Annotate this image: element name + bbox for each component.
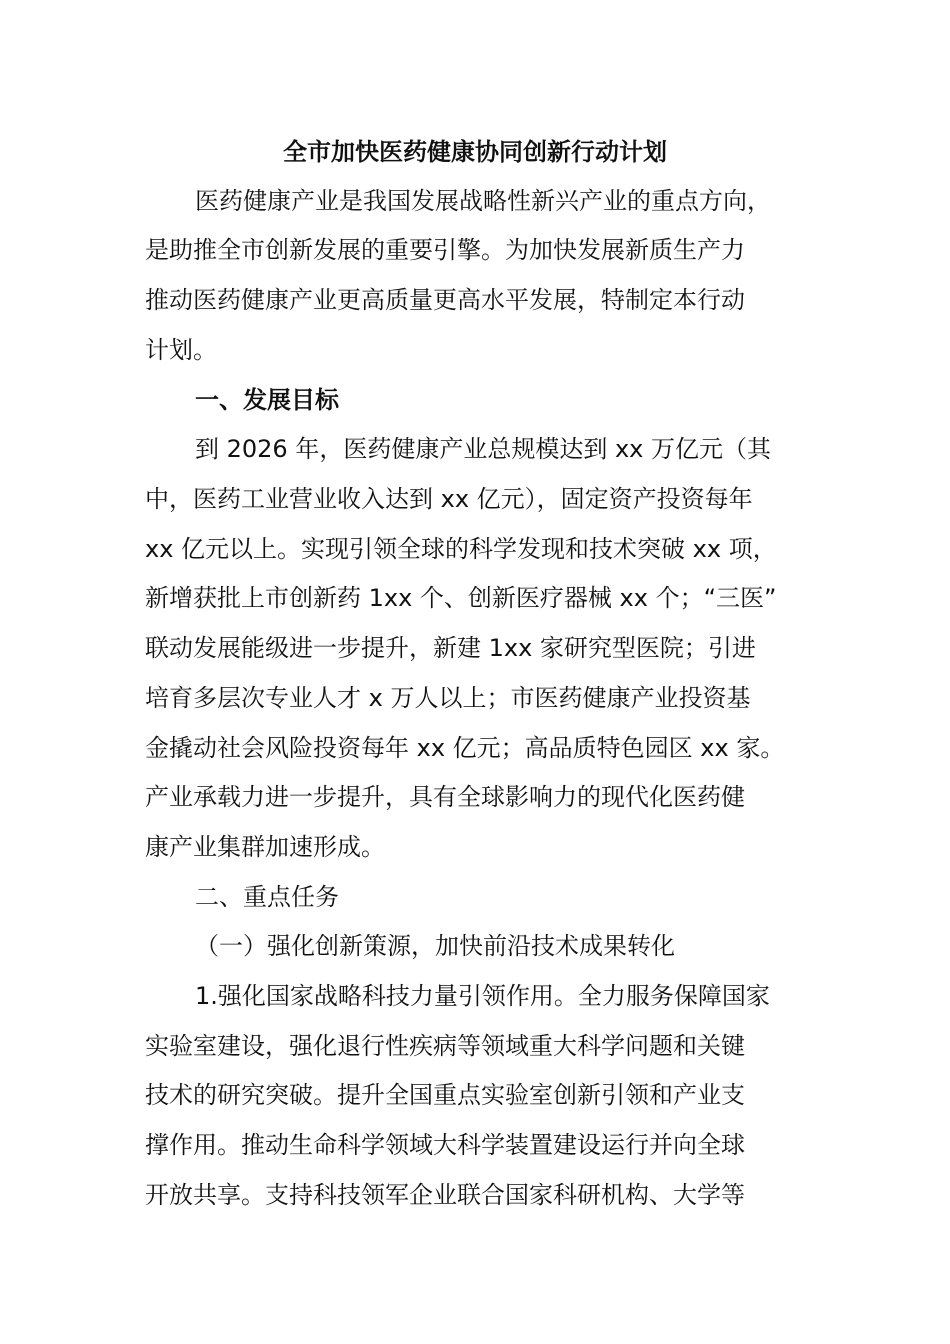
section-heading: 二、重点任务 [195, 883, 339, 911]
paragraph-line: 中，医药工业营业收入达到 xx 亿元），固定资产投资每年 [145, 485, 753, 513]
subsection-heading: （一）强化创新策源，加快前沿技术成果转化 [195, 932, 675, 960]
paragraph-line: 康产业集群加速形成。 [145, 833, 385, 861]
paragraph-line: 技术的研究突破。提升全国重点实验室创新引领和产业支 [145, 1081, 745, 1109]
paragraph-line: 产业承载力进一步提升，具有全球影响力的现代化医药健 [145, 783, 745, 811]
paragraph-line: 到 2026 年，医药健康产业总规模达到 xx 万亿元（其 [195, 435, 771, 463]
paragraph-line: xx 亿元以上。实现引领全球的科学发现和技术突破 xx 项， [145, 535, 777, 563]
paragraph-line: 1.强化国家战略科技力量引领作用。全力服务保障国家 [195, 982, 770, 1010]
document-title: 全市加快医药健康协同创新行动计划 [283, 138, 667, 166]
paragraph-line: 撑作用。推动生命科学领域大科学装置建设运行并向全球 [145, 1131, 745, 1159]
section-heading: 一、发展目标 [195, 386, 339, 414]
paragraph-line: 推动医药健康产业更高质量更高水平发展，特制定本行动 [145, 286, 745, 314]
paragraph-line: 开放共享。支持科技领军企业联合国家科研机构、大学等 [145, 1181, 745, 1209]
paragraph-line: 新增获批上市创新药 1xx 个、创新医疗器械 xx 个；“三医” [145, 584, 777, 612]
paragraph-line: 实验室建设，强化退行性疾病等领域重大科学问题和关键 [145, 1032, 745, 1060]
paragraph-line: 是助推全市创新发展的重要引擎。为加快发展新质生产力 [145, 236, 745, 264]
paragraph-line: 计划。 [145, 336, 217, 364]
paragraph-line: 医药健康产业是我国发展战略性新兴产业的重点方向， [195, 187, 771, 215]
paragraph-line: 金撬动社会风险投资每年 xx 亿元；高品质特色园区 xx 家。 [145, 734, 785, 762]
paragraph-line: 联动发展能级进一步提升，新建 1xx 家研究型医院；引进 [145, 634, 756, 662]
paragraph-line: 培育多层次专业人才 x 万人以上；市医药健康产业投资基 [145, 684, 751, 712]
